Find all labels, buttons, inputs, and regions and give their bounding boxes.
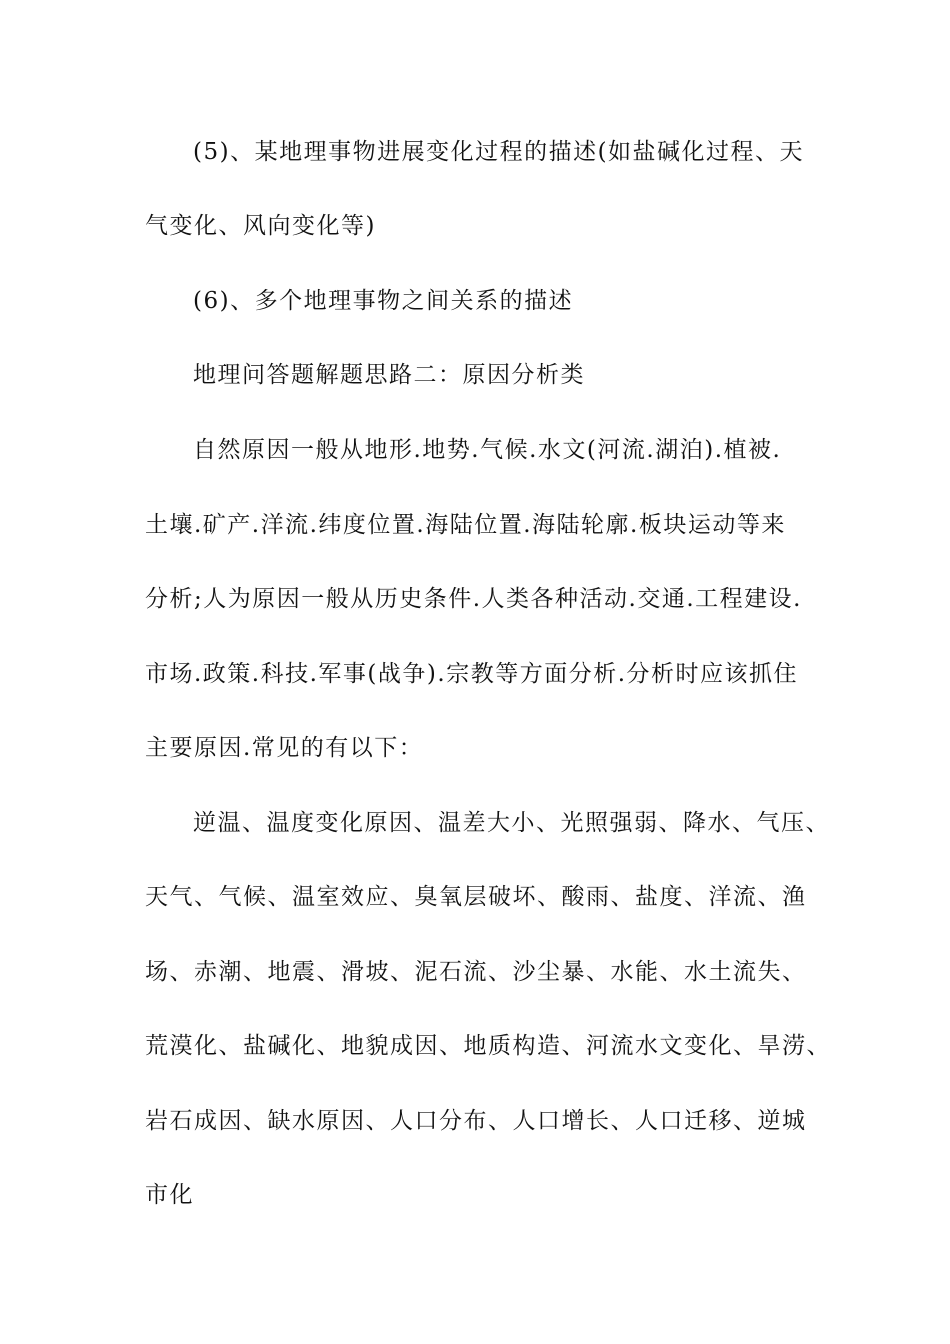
- text-line-5: 自然原因一般从地形.地势.气候.水文(河流.湖泊).植被.: [193, 437, 782, 463]
- section-heading: 地理问答题解题思路二：原因分析类: [193, 362, 585, 388]
- text-line-9: 主要原因.常见的有以下：: [145, 735, 424, 761]
- text-line-12: 场、赤潮、地震、滑坡、泥石流、沙尘暴、水能、水土流失、: [145, 959, 807, 985]
- text-line-8: 市场.政策.科技.军事(战争).宗教等方面分析.分析时应该抓住: [145, 661, 799, 687]
- text-line-7: 分析;人为原因一般从历史条件.人类各种活动.交通.工程建设.: [145, 586, 802, 612]
- text-line-15: 市化: [145, 1182, 194, 1208]
- text-line-2: 气变化、风向变化等): [145, 213, 376, 239]
- text-line-6: 土壤.矿产.洋流.纬度位置.海陆位置.海陆轮廓.板块运动等来: [145, 512, 786, 538]
- text-line-10: 逆温、温度变化原因、温差大小、光照强弱、降水、气压、: [193, 810, 830, 836]
- text-line-13: 荒漠化、盐碱化、地貌成因、地质构造、河流水文变化、旱涝、: [145, 1033, 831, 1059]
- text-line-14: 岩石成因、缺水原因、人口分布、人口增长、人口迁移、逆城: [145, 1108, 807, 1134]
- text-line-1: (5)、某地理事物进展变化过程的描述(如盐碱化过程、天: [193, 139, 805, 165]
- text-line-3: (6)、多个地理事物之间关系的描述: [193, 288, 574, 314]
- text-line-11: 天气、气候、温室效应、臭氧层破坏、酸雨、盐度、洋流、渔: [145, 884, 807, 910]
